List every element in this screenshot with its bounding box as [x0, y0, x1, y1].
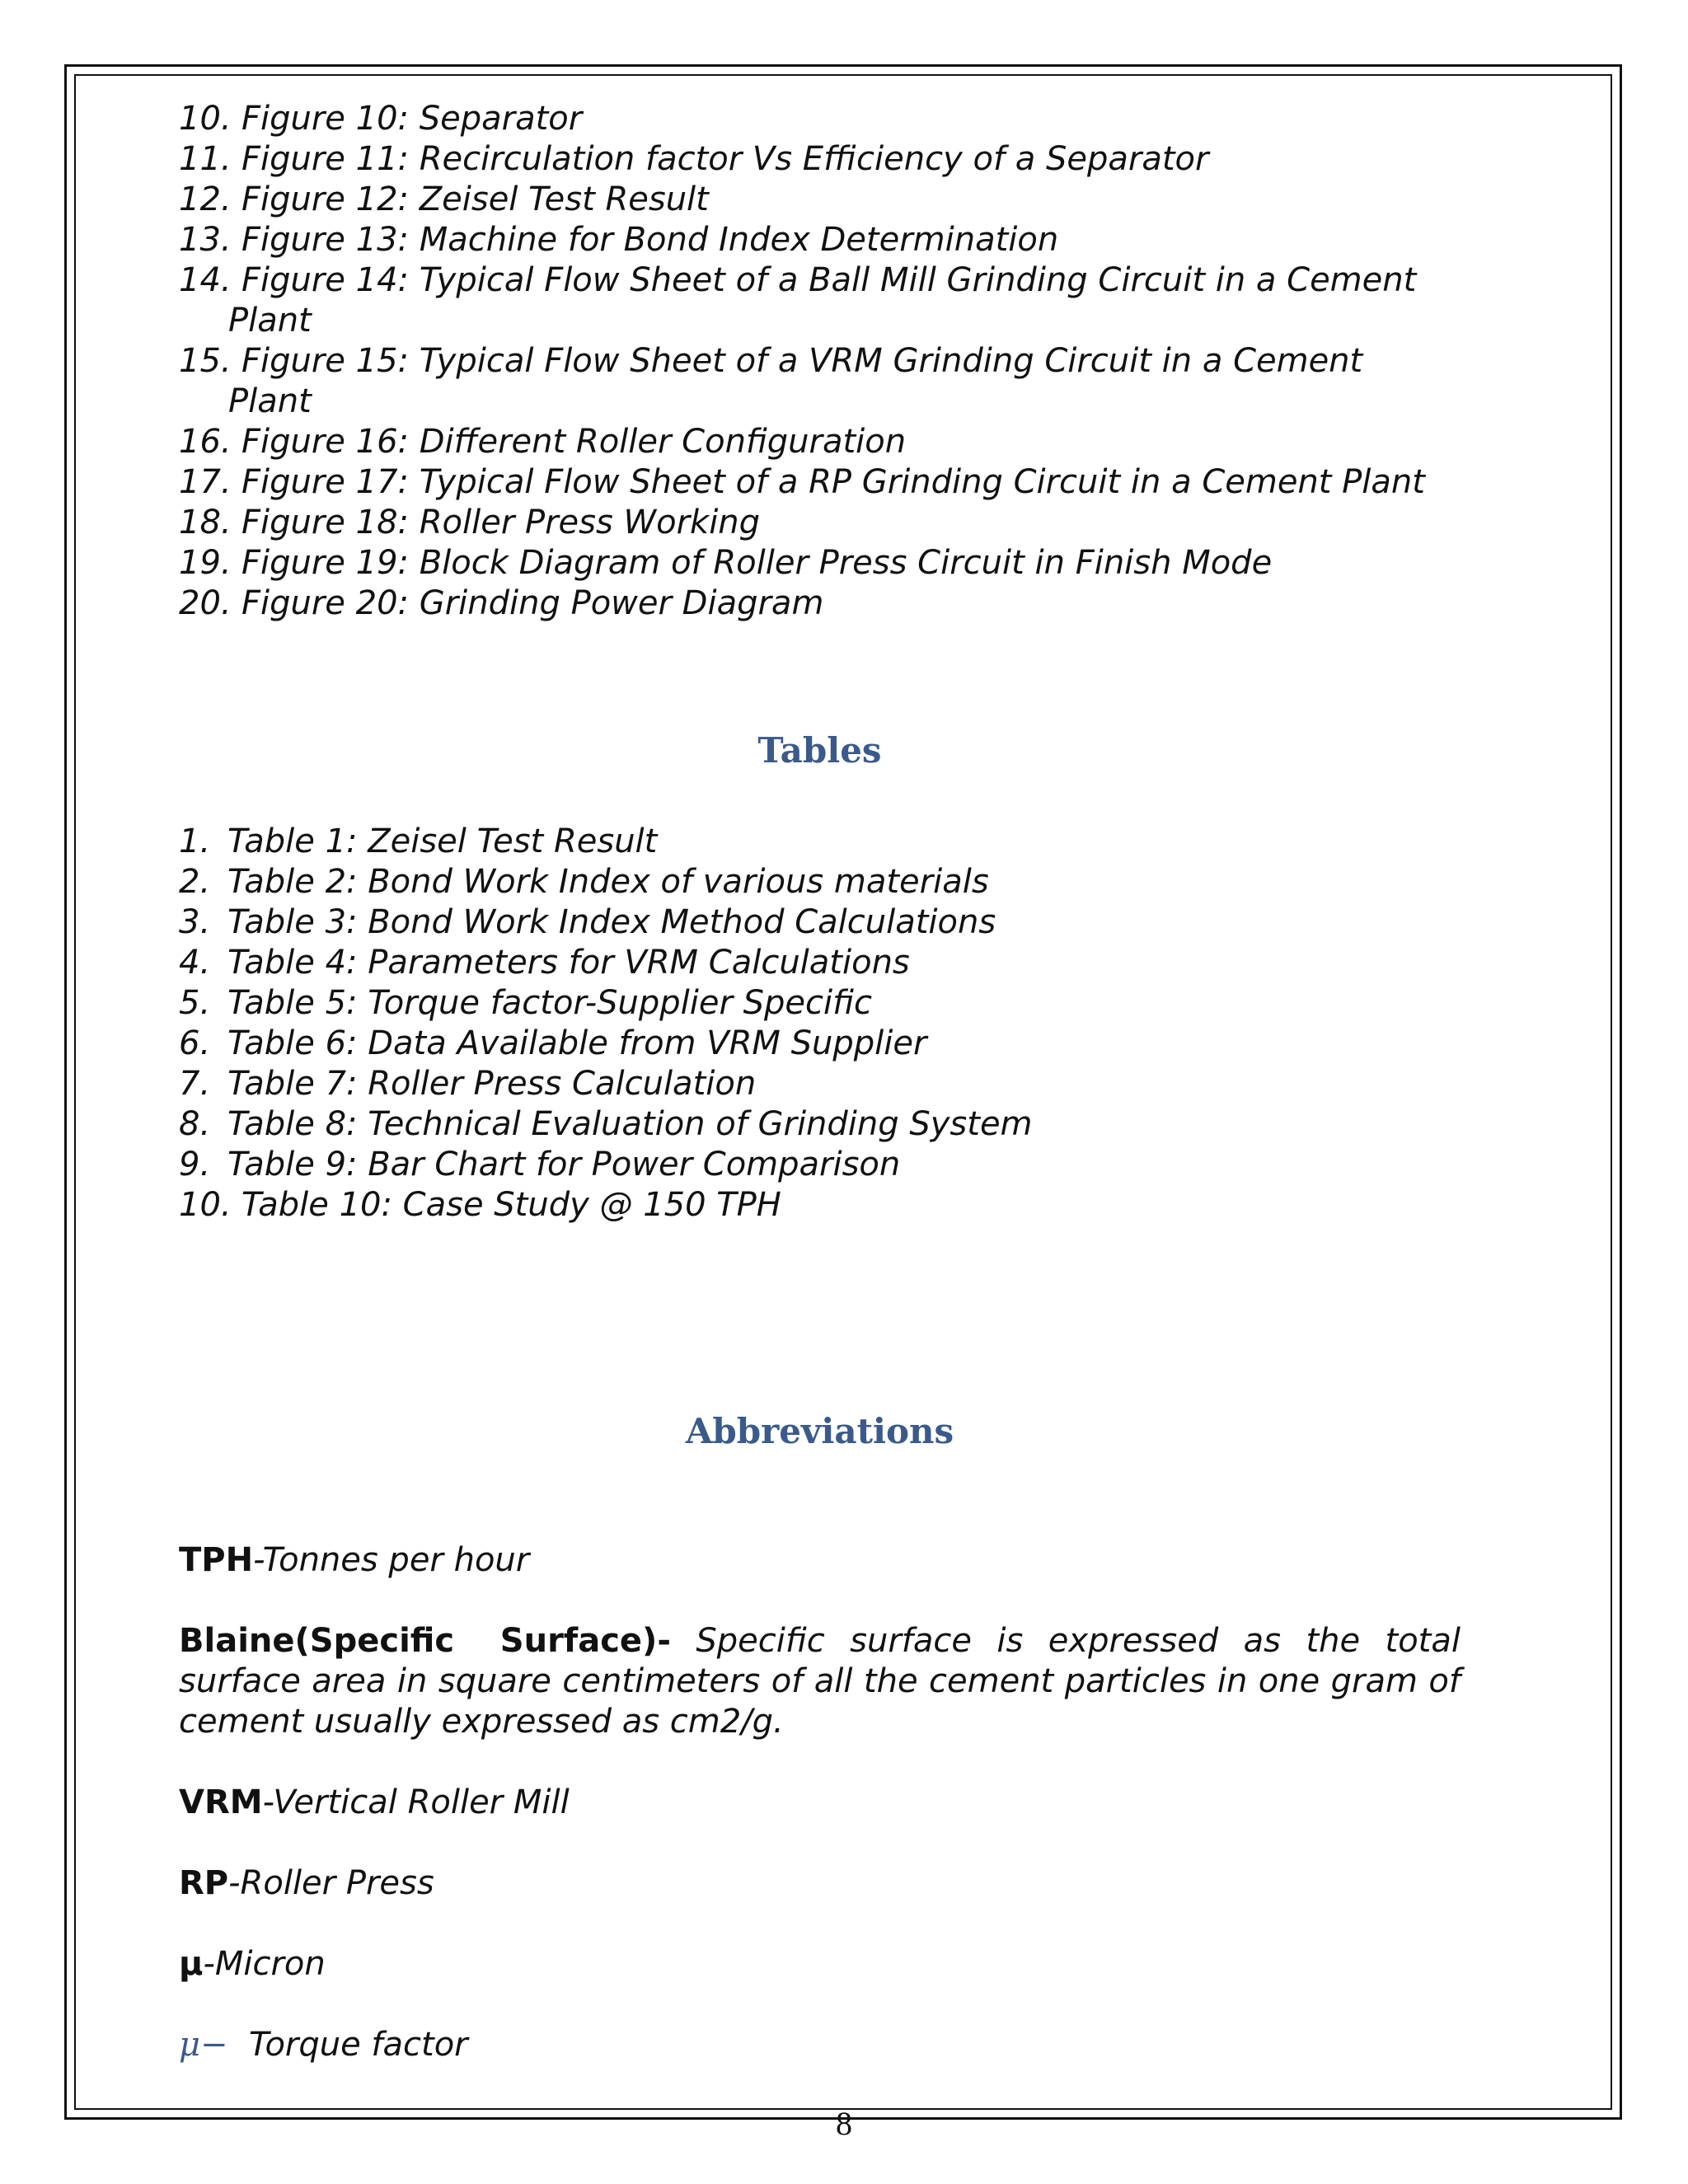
item-text: Table 10: Case Study @ 150 TPH	[241, 1186, 781, 1224]
item-text: Figure 18: Roller Press Working	[241, 504, 761, 541]
abbreviation-definition: -Micron	[203, 1945, 326, 1983]
list-item	[179, 983, 1033, 1024]
list-item	[179, 822, 1033, 862]
item-number: 9.	[179, 1146, 211, 1183]
item-text: Table 3: Bond Work Index Method Calculations	[227, 903, 996, 941]
abbreviation-definition: Torque factor	[248, 2026, 468, 2064]
item-number: 1.	[179, 823, 211, 860]
item-number: 6.	[179, 1024, 211, 1062]
item-number: 20.	[179, 584, 232, 622]
item-text: Table 8: Technical Evaluation of Grinding System	[227, 1105, 1033, 1143]
item-number: 15.	[179, 342, 232, 380]
list-item	[179, 583, 1461, 624]
item-text: Figure 11: Recirculation factor Vs Efficiency of a Separator	[241, 140, 1209, 178]
list-item	[179, 902, 1033, 943]
item-text: Table 6: Data Available from VRM Supplier	[227, 1024, 927, 1062]
figure-list	[179, 99, 1461, 624]
item-text: Figure 17: Typical Flow Sheet of a RP Grinding Circuit in a Cement Plant	[241, 463, 1425, 501]
abbreviation-term: RP	[179, 1864, 229, 1902]
item-text: Table 9: Bar Chart for Power Comparison	[227, 1146, 901, 1183]
abbreviation-vrm	[179, 1783, 1461, 1823]
item-text: Figure 19: Block Diagram of Roller Press Circuit in Finish Mode	[241, 544, 1273, 582]
list-item	[179, 139, 1461, 180]
abbreviation-definition: Specific surface is expressed as the total surface area in square centimeters of all the cement particles in one gram of cement usually expressed as cm2/g.	[179, 1622, 1461, 1741]
item-number: 3.	[179, 903, 211, 941]
page-content	[179, 99, 1461, 2064]
list-item	[179, 220, 1461, 260]
abbreviation-rp	[179, 1863, 1461, 1904]
item-text: Table 1: Zeisel Test Result	[227, 823, 658, 860]
item-text: Figure 12: Zeisel Test Result	[241, 180, 709, 218]
item-number: 16.	[179, 423, 232, 461]
item-text: Figure 13: Machine for Bond Index Determination	[241, 221, 1059, 259]
tables-section	[179, 822, 1033, 1226]
list-item	[179, 503, 1461, 543]
abbreviation-term: Blaine(Specific Surface)-	[179, 1622, 671, 1660]
list-item	[179, 260, 1461, 341]
list-item	[179, 862, 1033, 902]
item-text: Figure 15: Typical Flow Sheet of a VRM Grinding Circuit in a Cement	[241, 342, 1363, 380]
item-number: 12.	[179, 180, 232, 218]
item-number: 8.	[179, 1105, 211, 1143]
item-text: Table 2: Bond Work Index of various materials	[227, 863, 989, 901]
list-item	[179, 180, 1461, 220]
abbreviations-heading: Abbreviations	[685, 1411, 954, 1451]
list-item	[179, 543, 1461, 583]
item-number: 10.	[179, 100, 232, 138]
item-text: Table 4: Parameters for VRM Calculations	[227, 944, 910, 982]
table-list	[179, 822, 1033, 1226]
item-number: 13.	[179, 221, 232, 259]
item-number: 5.	[179, 984, 211, 1022]
mu-symbol: μ−	[179, 2026, 228, 2064]
item-text: Figure 16: Different Roller Configuration	[241, 423, 907, 461]
item-number: 7.	[179, 1065, 211, 1103]
abbreviation-term: µ	[179, 1945, 204, 1983]
item-text: Figure 14: Typical Flow Sheet of a Ball Mill Grinding Circuit in a Cement	[241, 261, 1417, 299]
item-text: Table 5: Torque factor-Supplier Specific	[227, 984, 872, 1022]
item-text-continuation: Plant	[228, 382, 312, 420]
list-item	[179, 1145, 1033, 1185]
item-number: 17.	[179, 463, 232, 501]
item-text: Figure 20: Grinding Power Diagram	[241, 584, 824, 622]
tables-heading: Tables	[757, 730, 882, 771]
item-number: 2.	[179, 863, 211, 901]
abbreviation-term: VRM	[179, 1783, 263, 1821]
abbreviation-blaine	[179, 1621, 1461, 1742]
item-number: 10.	[179, 1186, 232, 1224]
abbreviation-micron	[179, 1944, 1461, 1985]
item-number: 19.	[179, 544, 232, 582]
list-item	[179, 341, 1461, 422]
item-number: 18.	[179, 504, 232, 541]
list-item	[179, 462, 1461, 503]
list-item	[179, 422, 1461, 462]
item-number: 14.	[179, 261, 232, 299]
list-item	[179, 1104, 1033, 1145]
abbreviation-definition: -Roller Press	[228, 1864, 434, 1902]
item-number: 4.	[179, 944, 211, 982]
abbreviation-torque-factor	[179, 2025, 1461, 2065]
list-item	[179, 1024, 1033, 1064]
list-item	[179, 1064, 1033, 1104]
abbreviations-section	[179, 1540, 1461, 2106]
item-text: Table 7: Roller Press Calculation	[227, 1065, 757, 1103]
item-number: 11.	[179, 140, 232, 178]
abbreviation-definition: -Tonnes per hour	[253, 1541, 530, 1579]
abbreviation-tph	[179, 1540, 1461, 1581]
list-item	[179, 943, 1033, 983]
item-text: Figure 10: Separator	[241, 100, 583, 138]
item-text-continuation: Plant	[228, 302, 312, 340]
page-number: 8	[836, 2105, 852, 2142]
list-item	[179, 99, 1461, 139]
list-item	[179, 1185, 1033, 1226]
abbreviation-term: TPH	[179, 1541, 254, 1579]
abbreviation-definition: -Vertical Roller Mill	[262, 1783, 570, 1821]
